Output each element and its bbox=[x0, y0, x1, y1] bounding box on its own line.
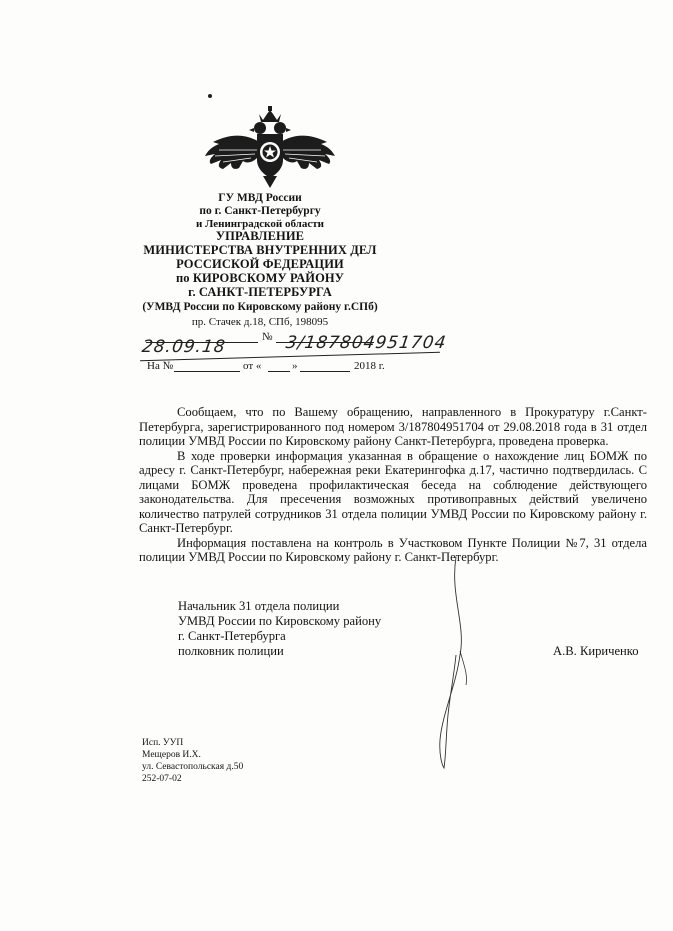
executor-line-4: 252-07-02 bbox=[142, 774, 182, 784]
header-line-1: ГУ МВД России bbox=[218, 192, 302, 204]
executor-line-1: Исп. УУП bbox=[142, 738, 184, 748]
executor-line-2: Мещеров И.Х. bbox=[142, 750, 201, 760]
body-paragraph-2: В ходе проверки информация указанная в обращение о нахождение лиц БОМЖ по адресу г. Санкт-Петербург, набережная реки Екатерингофка д.17, частично подтвердилась. С лицами БОМЖ проведена профилактическая беседа на соблюдение действующего законодательства. Для пресечения возможных противоправных действий увеличено количество патрулей сотрудников 31 отдела полиции УМВД России по Кировскому району г. Санкт-Петербург. bbox=[139, 448, 647, 535]
handwritten-number: 3/187804951704 bbox=[284, 333, 448, 353]
signature-line-1: Начальник 31 отдела полиции bbox=[178, 599, 340, 613]
handwritten-signature bbox=[420, 555, 480, 770]
header-line-6: РОССИСКОЙ ФЕДЕРАЦИИ bbox=[176, 257, 344, 271]
signature-line-4: полковник полиции bbox=[178, 644, 284, 658]
body-paragraph-1: Сообщаем, что по Вашему обращению, направленного в Прокуратуру г.Санкт-Петербурга, зарегистрированного под номером 3/187804951704 от 29.08.2018 года в 31 отдел полиции УМВД России по Кировскому району Санкт-Петербурга, проведена проверка. bbox=[139, 405, 647, 448]
signature-line-2: УМВД России по Кировскому району bbox=[178, 614, 382, 628]
header-line-9: (УМВД России по Кировскому району г.СПб) bbox=[142, 301, 378, 313]
scan-speck bbox=[208, 94, 212, 98]
header-line-2: по г. Санкт-Петербургу bbox=[199, 205, 321, 217]
header-line-7: по КИРОВСКОМУ РАЙОНУ bbox=[176, 271, 344, 285]
signature-line-3: г. Санкт-Петербурга bbox=[178, 629, 286, 643]
reply-prefix: На № bbox=[147, 360, 174, 372]
header-line-8: г. САНКТ-ПЕТЕРБУРГА bbox=[188, 285, 332, 299]
signer-name: А.В. Кириченко bbox=[553, 644, 639, 658]
header-line-4: УПРАВЛЕНИЕ bbox=[215, 229, 305, 243]
reply-day-line bbox=[268, 371, 290, 372]
mvd-emblem-icon bbox=[205, 106, 335, 188]
reply-close: » bbox=[292, 360, 298, 372]
header-line-5: МИНИСТЕРСТВА ВНУТРЕННИХ ДЕЛ bbox=[143, 243, 377, 257]
reply-from: от « bbox=[243, 360, 262, 372]
header-address: пр. Стачек д.18, СПб, 198095 bbox=[191, 316, 329, 328]
executor-line-3: ул. Севастопольская д.50 bbox=[142, 762, 244, 772]
header-line-3: и Ленинградской области bbox=[196, 218, 324, 230]
handwritten-date: 28.09.18 bbox=[140, 337, 228, 357]
reply-number-line bbox=[174, 371, 240, 372]
number-sign: № bbox=[262, 331, 273, 343]
letter-body bbox=[139, 405, 647, 565]
reply-month-line bbox=[300, 371, 350, 372]
reply-year: 2018 г. bbox=[354, 360, 385, 372]
body-paragraph-3: Информация поставлена на контроль в Участковом Пункте Полиции №7, 31 отдела полиции УМВД России по Кировскому району г. Санкт-Петербург. bbox=[139, 535, 647, 564]
